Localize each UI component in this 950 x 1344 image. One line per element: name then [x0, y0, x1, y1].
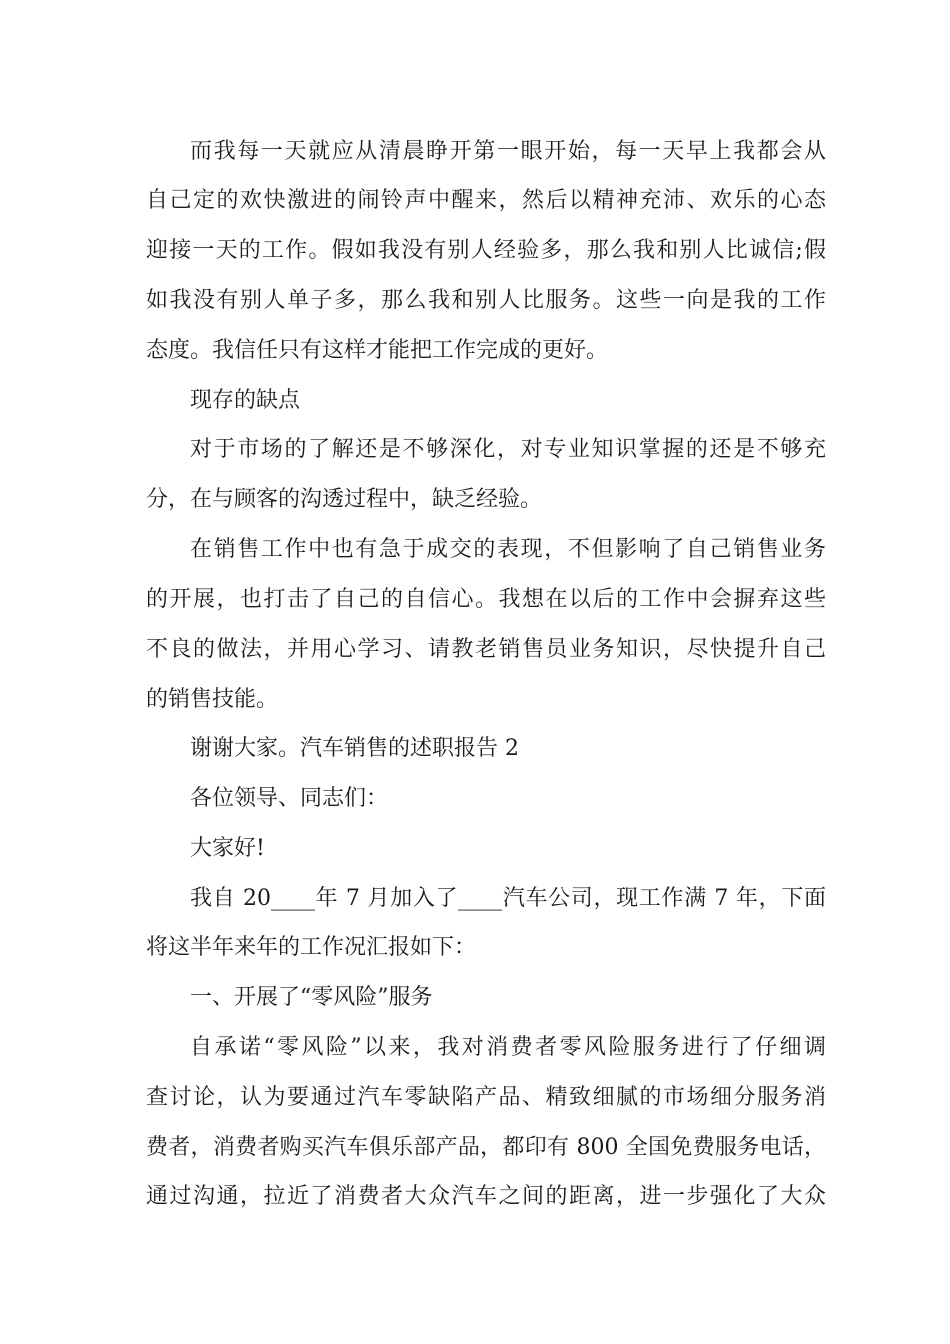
paragraph-line: 查讨论，认为要通过汽车零缺陷产品、精致细腻的市场细分服务消	[146, 1085, 826, 1110]
paragraph-line: 对于市场的了解还是不够深化，对专业知识掌握的还是不够充	[190, 437, 826, 462]
salutation: 各位领导、同志们：	[190, 786, 389, 811]
paragraph-line: 通过沟通，拉近了消费者大众汽车之间的距离，进一步强化了大众	[146, 1184, 826, 1209]
paragraph-line: 自己定的欢快激进的闹铃声中醒来，然后以精神充沛、欢乐的心态	[146, 188, 826, 213]
paragraph-line: 在销售工作中也有急于成交的表现，不但影响了自己销售业务	[190, 537, 826, 562]
paragraph-line: 将这半年来年的工作况汇报如下：	[146, 935, 477, 960]
paragraph-line: 我自 20____年 7 月加入了____汽车公司，现工作满 7 年，下面	[190, 886, 826, 911]
paragraph-line: 自承诺“零风险”以来，我对消费者零风险服务进行了仔细调	[190, 1035, 826, 1060]
report-title-line: 谢谢大家。汽车销售的述职报告 2	[190, 736, 519, 761]
section-heading: 现存的缺点	[190, 388, 301, 413]
paragraph-line: 迎接一天的工作。假如我没有别人经验多，那么我和别人比诚信;假	[146, 238, 826, 263]
paragraph-line: 如我没有别人单子多，那么我和别人比服务。这些一向是我的工作	[146, 288, 826, 313]
paragraph-line: 而我每一天就应从清晨睁开第一眼开始，每一天早上我都会从	[190, 139, 826, 164]
paragraph-line: 的销售技能。	[146, 687, 279, 712]
paragraph-line: 态度。我信任只有这样才能把工作完成的更好。	[146, 338, 609, 363]
paragraph-line: 费者，消费者购买汽车俱乐部产品，都印有 800 全国免费服务电话，	[146, 1135, 826, 1160]
paragraph-line: 的开展，也打击了自己的自信心。我想在以后的工作中会摒弃这些	[146, 587, 826, 612]
greeting: 大家好!	[190, 836, 265, 861]
paragraph-line: 分，在与顾客的沟透过程中，缺乏经验。	[146, 487, 543, 512]
section-heading: 一、开展了“零风险”服务	[190, 985, 433, 1010]
paragraph-line: 不良的做法，并用心学习、请教老销售员业务知识，尽快提升自己	[146, 637, 826, 662]
